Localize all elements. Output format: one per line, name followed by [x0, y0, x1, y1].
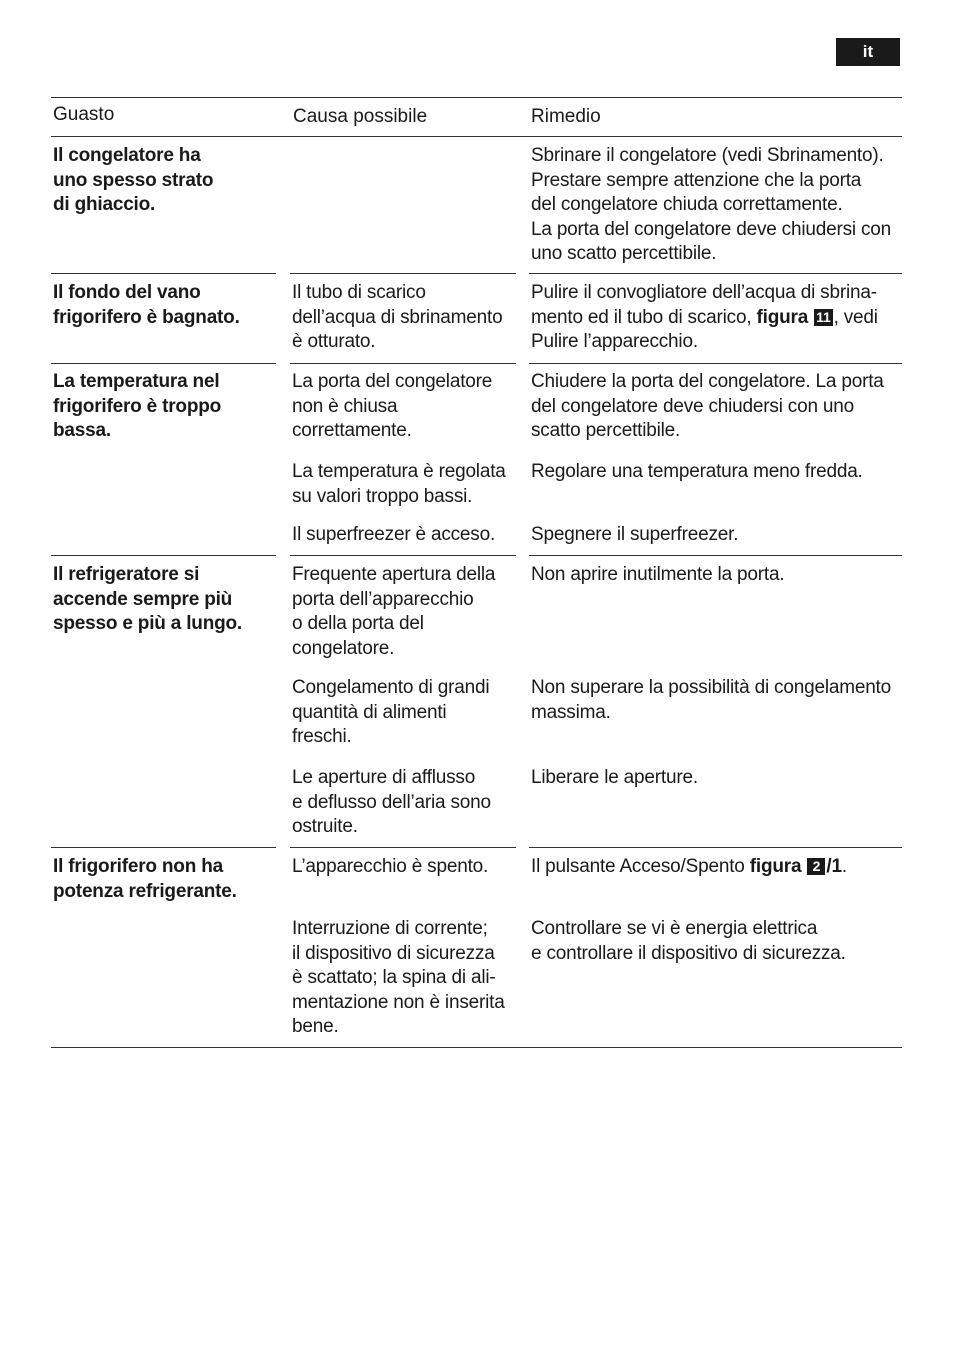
- row-rule: [51, 273, 276, 274]
- cause-door-open: La porta del congelatore non è chiusa correttamente.: [292, 371, 493, 441]
- remedy-clear-vents: Liberare le aperture.: [531, 767, 698, 788]
- fault-wet-floor: Il fondo del vano frigorifero è bagnato.: [53, 282, 240, 328]
- header-remedy: Rimedio: [531, 106, 601, 127]
- language-tab: it: [836, 38, 900, 66]
- cause-drain-blocked: Il tubo di scarico dell’acqua di sbrinamento è otturato.: [292, 282, 503, 352]
- cause-appliance-off: L’apparecchio è spento.: [292, 856, 489, 877]
- cause-power-failure: Interruzione di corrente; il dispositivo di sicurezza è scattato; la spina di ali- mentazione non è inserita bene.: [292, 918, 505, 1037]
- table-bottom-rule: [51, 1047, 902, 1048]
- row-rule: [529, 273, 902, 274]
- fault-runs-longer: Il refrigeratore si accende sempre più spesso e più a lungo.: [53, 564, 243, 634]
- row-rule: [529, 555, 902, 556]
- figure-11-badge: 11: [816, 308, 831, 325]
- header-rule: [51, 136, 902, 137]
- remedy-power-button: Il pulsante Acceso/Spento figura 2 /1.: [531, 856, 847, 877]
- cause-temp-setting: La temperatura è regolata su valori troppo bassi.: [292, 461, 506, 507]
- cause-frequent-opening: Frequente apertura della porta dell’apparecchio o della porta del congelatore.: [292, 564, 496, 659]
- remedy-dont-open: Non aprire inutilmente la porta.: [531, 564, 785, 585]
- row-rule: [51, 555, 276, 556]
- remedy-clean-drain: Pulire il convogliatore dell’acqua di sbrina- mento ed il tubo di scarico, figura 11 , vedi Pulire l’apparecchio.: [531, 282, 878, 352]
- fault-temp-low: La temperatura nel frigorifero è troppo bassa.: [53, 371, 222, 441]
- remedy-close-door: Chiudere la porta del congelatore. La porta del congelatore deve chiudersi con uno scatto percettibile.: [531, 371, 884, 441]
- cause-large-quantity: Congelamento di grandi quantità di alimenti freschi.: [292, 677, 490, 747]
- row-rule: [290, 847, 516, 848]
- header-fault: Guasto: [53, 104, 115, 125]
- remedy-freezing-capacity: Non superare la possibilità di congelamento massima.: [531, 677, 892, 723]
- row-rule: [51, 363, 276, 364]
- cause-superfreezer-on: Il superfreezer è acceso.: [292, 524, 496, 545]
- remedy-check-power: Controllare se vi è energia elettrica e controllare il dispositivo di sicurezza.: [531, 918, 846, 964]
- row-rule: [51, 847, 276, 848]
- remedy-adjust-temp: Regolare una temperatura meno fredda.: [531, 461, 863, 482]
- row-rule: [290, 363, 516, 364]
- figure-2-badge: 2: [807, 858, 825, 875]
- remedy-superfreezer-off: Spegnere il superfreezer.: [531, 524, 739, 545]
- remedy-defrost: Sbrinare il congelatore (vedi Sbrinamento). Prestare sempre attenzione che la porta del congelatore chiuda correttamente. La porta del congelatore deve chiudersi con uno scatto percettibile.: [531, 145, 892, 264]
- row-rule: [529, 847, 902, 848]
- fault-frost: Il congelatore ha uno spesso strato di ghiaccio.: [53, 145, 214, 215]
- row-rule: [529, 363, 902, 364]
- table-top-rule: [51, 97, 902, 98]
- header-cause: Causa possibile: [293, 106, 428, 127]
- cause-vents-blocked: Le aperture di afflusso e deflusso dell’aria sono ostruite.: [292, 767, 491, 837]
- row-rule: [290, 555, 516, 556]
- fault-no-cooling: Il frigorifero non ha potenza refrigerante.: [53, 856, 237, 902]
- row-rule: [290, 273, 516, 274]
